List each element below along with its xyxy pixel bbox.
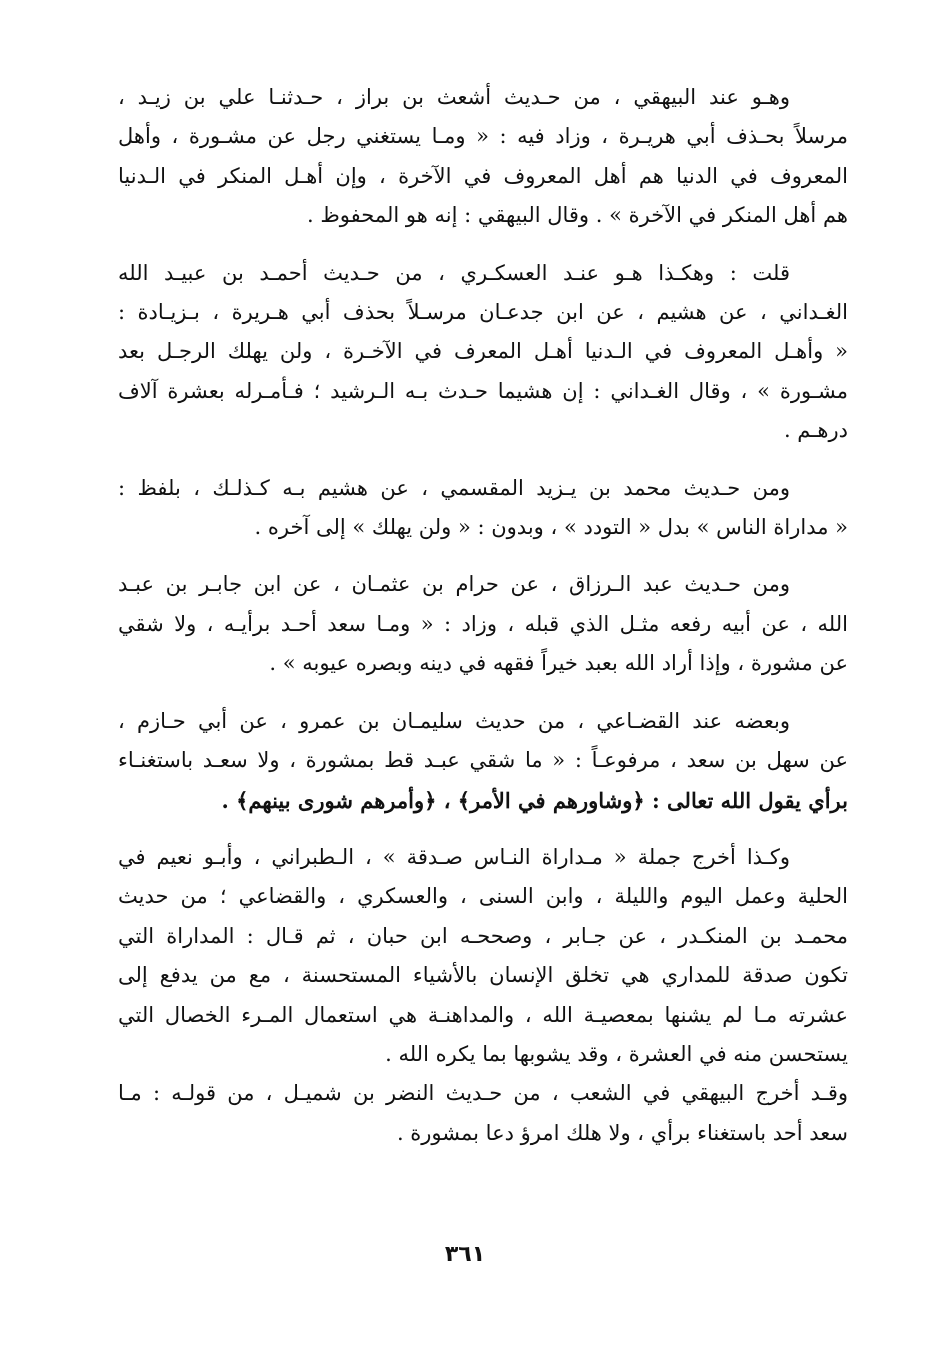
text-line: وهـو عند البيهقي ، من حـديث أشعث بن براز ، حـدثنـا علي بن زيـد ، [118, 85, 790, 109]
text-line: وبعضه عند القضـاعي ، من حديث سليمـان بن عمرو ، عن أبي حـازم ، [118, 708, 790, 733]
paragraph-6 [118, 838, 848, 1074]
text-line: وكـذا أخرج جملة « مـداراة النـاس صـدقة » ، الـطبراني ، وأبـو نعيم في [118, 844, 790, 869]
paragraph-7 [118, 1074, 848, 1153]
text-line: الله ، عن أبيه رفعه مثـل الذي قبله ، وزاد : « ومـا سعد أحـد برأيـه ، ولا شقي [118, 611, 848, 636]
paragraph-2 [118, 254, 848, 451]
text-line: قلت : وهكـذا هـو عنـد العسكـري ، من حـديث أحمـد بن عبيـد الله [118, 260, 790, 285]
text-line: هم أهل المنكر في الآخرة » . وقال البيهقي : إنه هو المحفوظ . [307, 203, 848, 228]
text-line: ومن حـديث محمد بن يـزيد المقسمي ، عن هشيم بـه كـذلـك ، بلفظ : [118, 475, 790, 500]
text-line: درهـم . [783, 418, 848, 443]
text-line: الغـداني ، عن هشيم ، عن ابن جدعـان مرسـلاً بحذف أبي هـريرة ، بـزيـادة : [118, 300, 848, 325]
paragraph-4 [118, 565, 848, 683]
text-line: محمـد بن المنكـدر ، عن جـابر ، وصححـه ابن حبان ، ثم قـال : المداراة التي [118, 923, 848, 948]
text-line: تكون صدقة للمداري هي تخلق الإنسان بالأشياء المستحسنة ، مع من يدفع إلى [118, 963, 848, 988]
page-number: ٣٦١ [444, 1242, 486, 1267]
page-body [118, 78, 848, 1171]
text-line: « مداراة الناس » بدل « التودد » ، وبدون : « ولن يهلك » إلى آخره . [254, 515, 848, 540]
text-line: مشـورة » ، وقال الغـداني : إن هشيما حـدث بـه الـرشيد ؛ فـأمـرله بعشرة آلاف [118, 378, 848, 403]
text-line: عشرته مـا لم يشنها بمعصيـة الله ، والمداهنـة هي استعمال المـرء الخصال التي [118, 1002, 848, 1027]
paragraph-1 [118, 78, 848, 236]
text-line: الحلية وعمل اليوم والليلة ، وابن السنى ، والعسكري ، والقضاعي ؛ من حديث [118, 884, 848, 909]
paragraph-3 [118, 469, 848, 548]
text-line: عن سهل بن سعد ، مرفوعـاً : « ما شقي عبـد قط بمشورة ، ولا سعـد باستغنـاء [118, 748, 848, 773]
text-line: المعروف في الدنيا هم أهل المعروف في الآخرة ، وإن أهـل المنكر في الـدنيا [118, 163, 848, 188]
text-line: مرسلاً بحـذف أبي هريـرة ، وزاد فيه : « ومـا يستغني رجل عن مشـورة ، وأهل [118, 124, 848, 149]
text-line: سعد أحد باستغناء برأي ، ولا هلك امرؤ دعا بمشورة . [396, 1120, 848, 1145]
text-line: « وأهـل المعروف في الـدنيا أهـل المعرف في الآخـرة ، ولن يهلك الرجـل بعد [118, 339, 848, 364]
text-line: يستحسن منه في العشرة ، وقد يشوبها بما يكره الله . [385, 1041, 848, 1066]
text-line: برأي يقول الله تعالى : ﴿وشاورهم في الأمر﴾ ، ﴿وأمرهم شورى بينهم﴾ . [221, 787, 848, 813]
text-line: ومن حـديث عبد الـرزاق ، عن حرام بن عثمـان ، عن ابن جابـر بن عبـد [118, 572, 790, 597]
paragraph-5 [118, 702, 848, 820]
text-line: وقـد أخرج البيهقي في الشعب ، من حـديث النضر بن شميـل ، من قولـه : مـا [118, 1081, 848, 1106]
text-line: عن مشورة ، وإذا أراد الله بعبد خيراً فقهه في دينه وبصره عيوبه » . [269, 651, 848, 676]
